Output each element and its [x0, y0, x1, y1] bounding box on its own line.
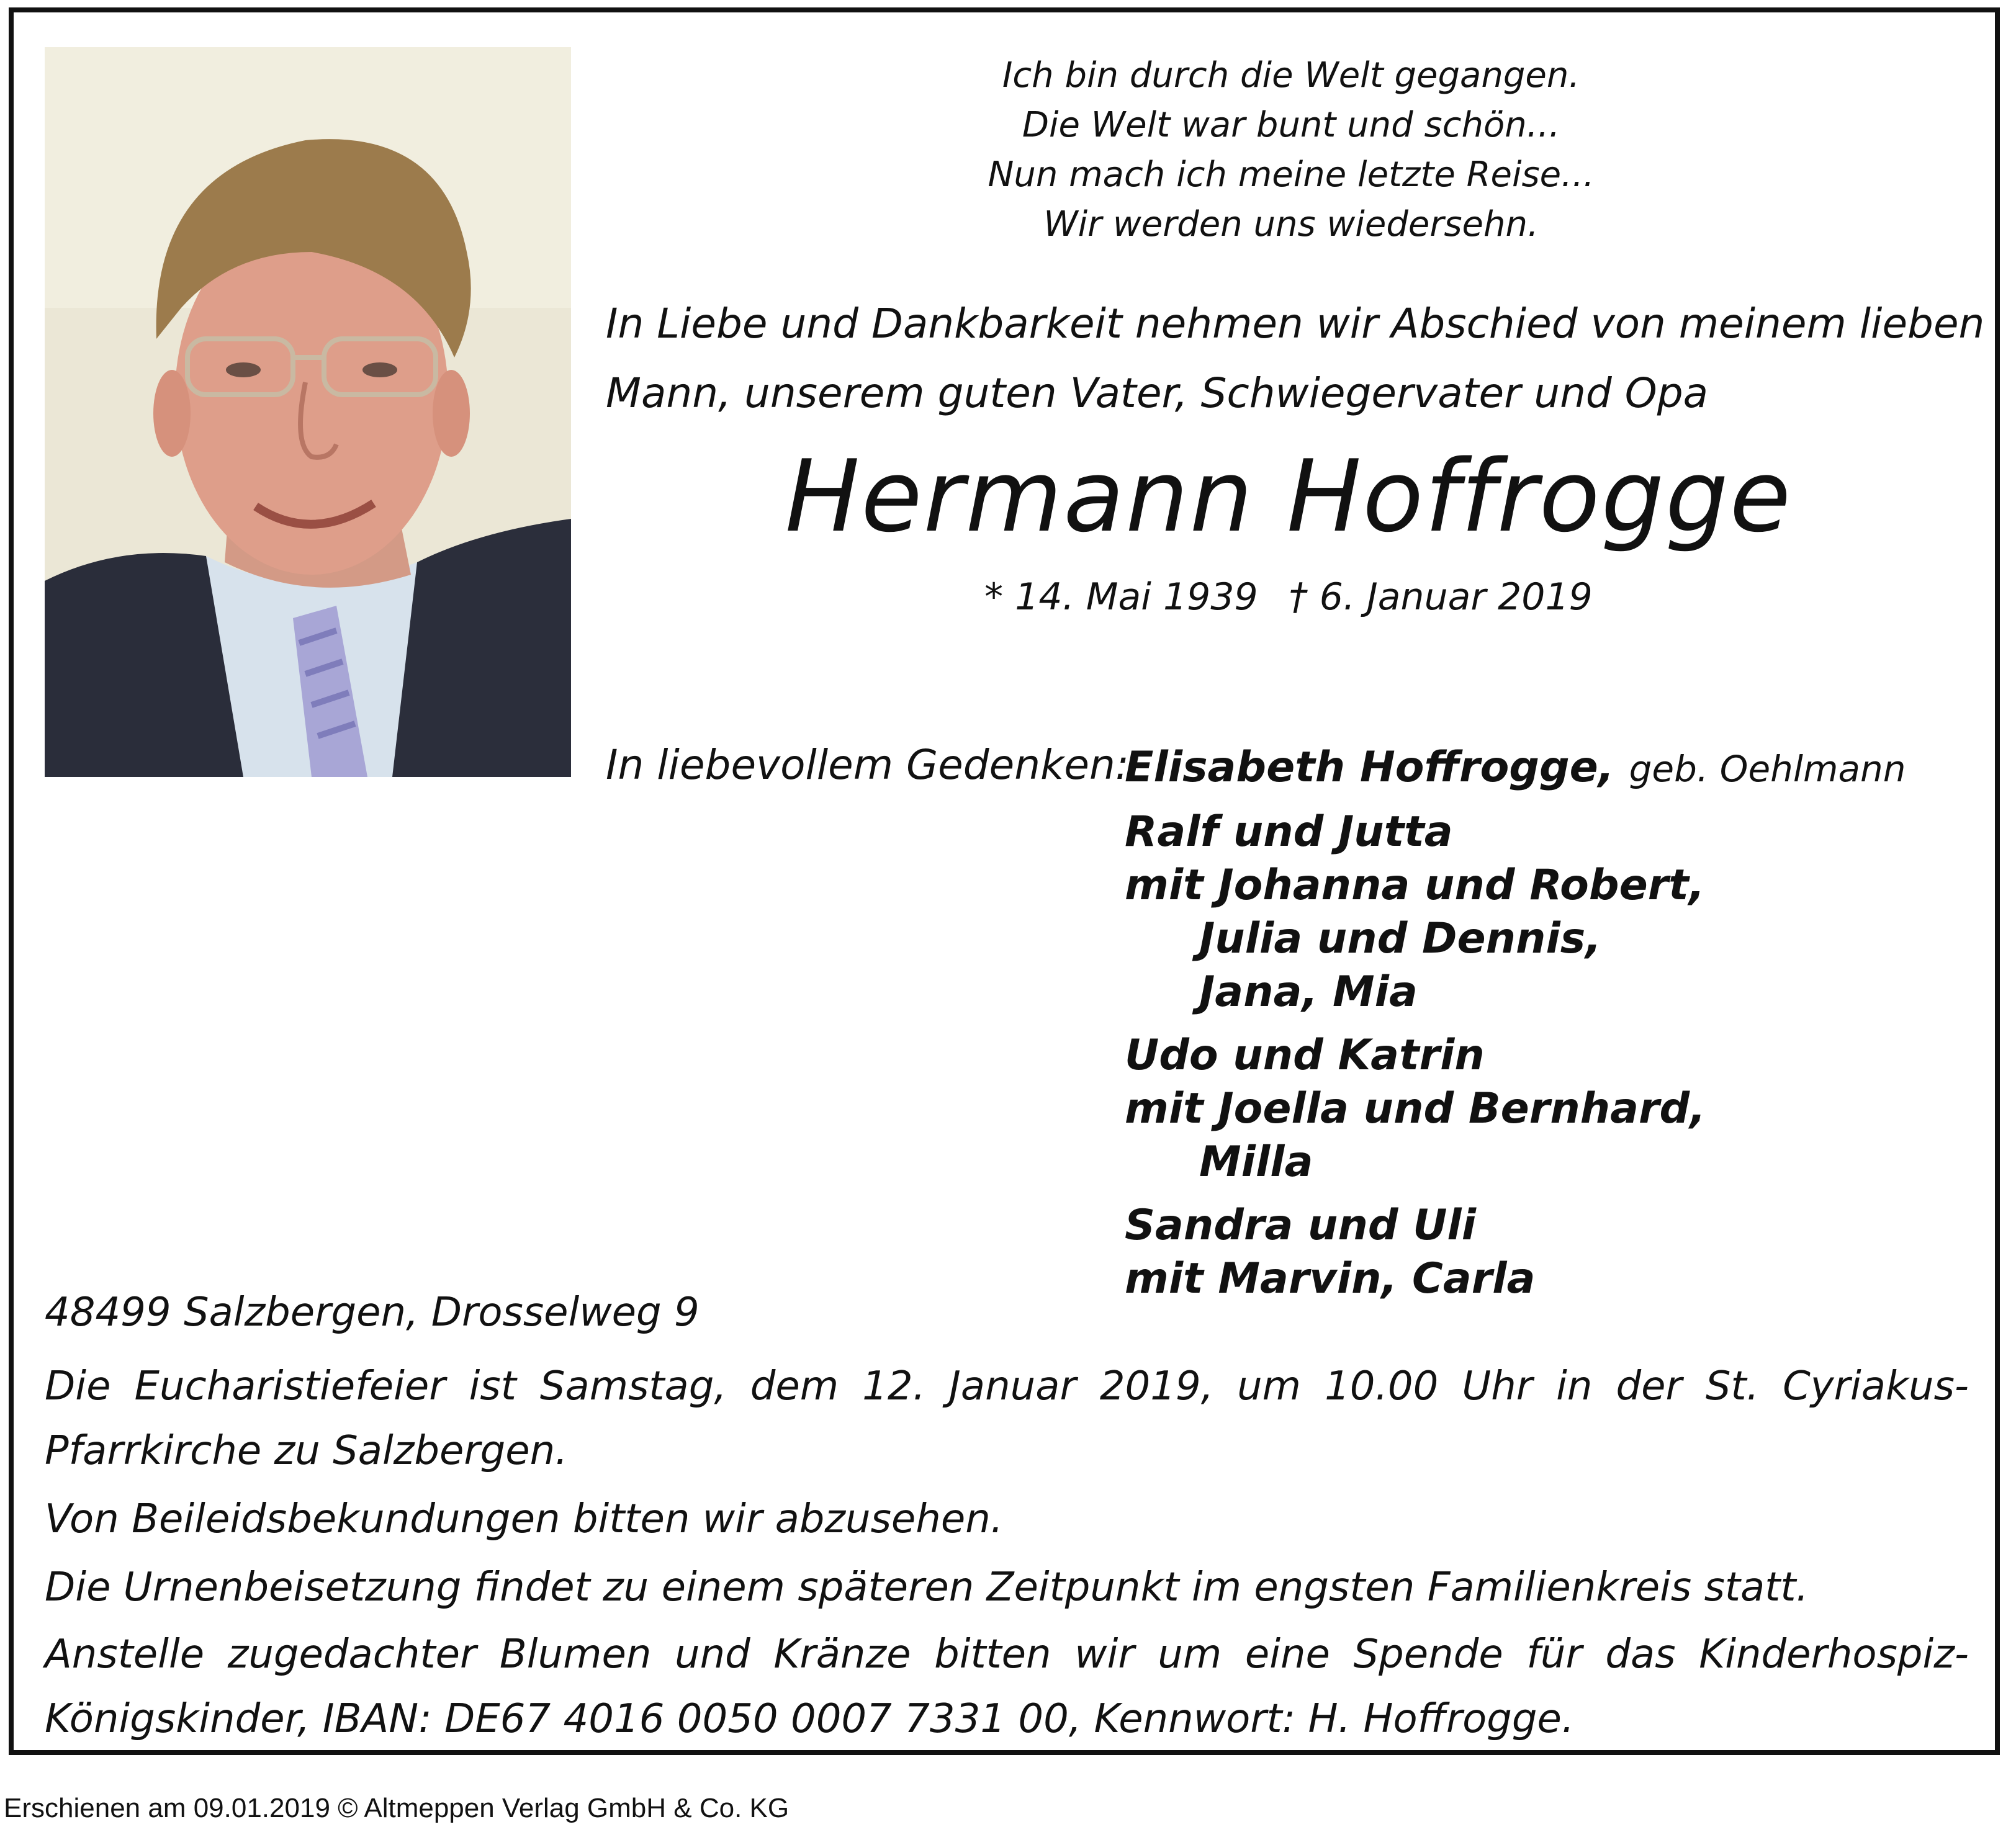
publication-footer: Erschienen am 09.01.2019 © Altmeppen Verlag GmbH & Co. KG: [4, 1793, 790, 1823]
death-date: † 6. Januar 2019: [1289, 575, 1593, 619]
intro-line: In Liebe und Dankbarkeit nehmen wir Abschied von meinem lieben: [606, 300, 1985, 348]
family-group: [1125, 1029, 1969, 1189]
donation-notice: Anstelle zugedachter Blumen und Kränze bitten wir um eine Spende für das Kinderhospiz-Königskinder, IBAN: DE67 4016 0050 0007 7331 00, Kennwort: H. Hoffrogge.: [45, 1632, 1969, 1742]
intro-line: Mann, unserem guten Vater, Schwiegervater und Opa: [606, 369, 1709, 417]
service-notice: Die Eucharistiefeier ist Samstag, dem 12. Januar 2019, um 10.00 Uhr in der St. Cyriakus-Pfarrkirche zu Salzbergen.: [45, 1363, 1969, 1474]
farewell-intro: [606, 289, 1985, 428]
condolences-notice: Von Beileidsbekundungen bitten wir abzusehen.: [45, 1496, 1004, 1542]
spouse-name: Elisabeth Hoffrogge,: [1125, 743, 1614, 792]
family-line: Sandra und Uli: [1125, 1201, 1477, 1250]
mourners-label: In liebevollem Gedenken:: [606, 741, 1130, 789]
family-line: Julia und Dennis,: [1199, 914, 1602, 963]
family-group: [1125, 1199, 1969, 1306]
poem-line: Wir werden uns wiedersehn.: [1043, 204, 1539, 245]
address: 48499 Salzbergen, Drosselweg 9: [45, 1290, 700, 1336]
mourners-list: [1125, 741, 1969, 1306]
spouse-maiden-name: geb. Oehlmann: [1629, 748, 1906, 790]
family-line: mit Marvin, Carla: [1125, 1254, 1536, 1303]
poem-line: Nun mach ich meine letzte Reise...: [988, 155, 1595, 195]
family-line: Milla: [1199, 1138, 1313, 1187]
poem-line: Ich bin durch die Welt gegangen.: [1002, 55, 1580, 96]
life-dates: [606, 572, 1971, 622]
family-line: mit Johanna und Robert,: [1125, 861, 1705, 910]
poem-line: Die Welt war bunt und schön...: [1022, 105, 1560, 145]
family-line: Ralf und Jutta: [1125, 807, 1453, 856]
family-line: Jana, Mia: [1199, 968, 1418, 1017]
burial-notice: Die Urnenbeisetzung findet zu einem späteren Zeitpunkt im engsten Familienkreis statt.: [45, 1565, 1809, 1610]
deceased-name: Hermann Hoffrogge: [785, 438, 1793, 554]
portrait-photo: [45, 47, 571, 777]
family-line: mit Joella und Bernhard,: [1125, 1084, 1706, 1133]
portrait-image: [45, 47, 571, 777]
poem: [807, 51, 1775, 249]
birth-date: * 14. Mai 1939: [984, 575, 1258, 619]
spouse-line: [1125, 741, 1969, 796]
family-line: Udo und Katrin: [1125, 1031, 1485, 1080]
family-group: [1125, 806, 1969, 1019]
